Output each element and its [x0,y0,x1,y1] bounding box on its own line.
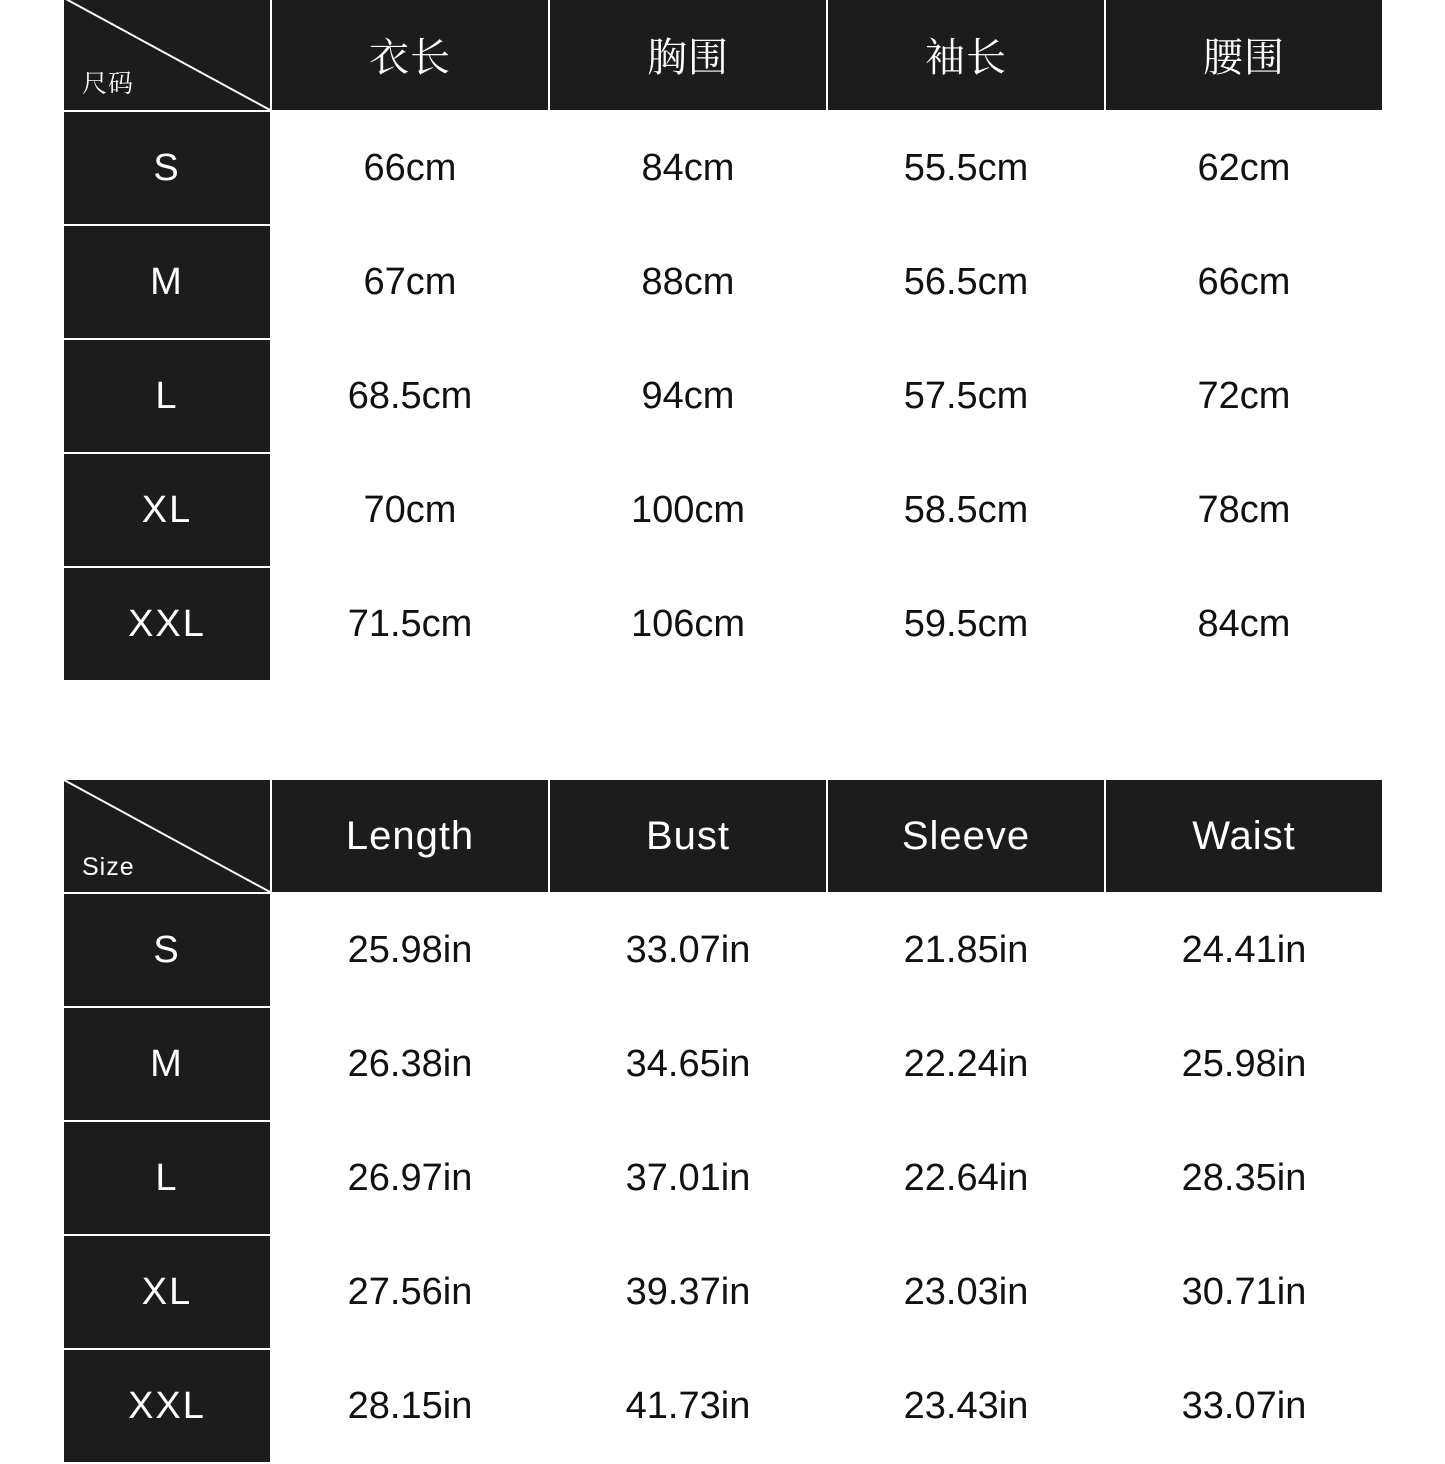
cell-waist: 84cm [1105,567,1383,681]
cell-length: 67cm [271,225,549,339]
cell-sleeve: 56.5cm [827,225,1105,339]
cell-bust: 88cm [549,225,827,339]
cell-sleeve: 57.5cm [827,339,1105,453]
cell-length: 66cm [271,111,549,225]
cell-bust: 94cm [549,339,827,453]
cell-waist: 72cm [1105,339,1383,453]
cell-bust: 39.37in [549,1235,827,1349]
table-row [63,1235,1383,1349]
cell-length: 26.97in [271,1121,549,1235]
table-row [63,1007,1383,1121]
table-header-row [63,0,1383,111]
table-row [63,339,1383,453]
cell-bust: 37.01in [549,1121,827,1235]
cell-sleeve: 22.24in [827,1007,1105,1121]
corner-cell-cm [63,0,271,111]
cell-waist: 62cm [1105,111,1383,225]
cell-waist: 78cm [1105,453,1383,567]
table-header-row [63,779,1383,893]
cell-sleeve: 55.5cm [827,111,1105,225]
column-header-bust-cn: 胸围 [549,0,827,111]
size-chart-in-table [62,778,1384,1464]
cell-sleeve: 58.5cm [827,453,1105,567]
cell-bust: 100cm [549,453,827,567]
corner-cell-en [63,779,271,893]
cell-length: 70cm [271,453,549,567]
table-row [63,111,1383,225]
table-row [63,453,1383,567]
table-row [63,567,1383,681]
cell-sleeve: 22.64in [827,1121,1105,1235]
size-label: XXL [63,567,271,681]
cell-waist: 66cm [1105,225,1383,339]
size-label: S [63,893,271,1007]
table-row [63,225,1383,339]
cell-bust: 106cm [549,567,827,681]
size-label: XL [63,1235,271,1349]
size-label: L [63,1121,271,1235]
column-header-length-cn: 衣长 [271,0,549,111]
column-header-sleeve-en: Sleeve [827,779,1105,893]
cell-waist: 24.41in [1105,893,1383,1007]
table-row [63,1121,1383,1235]
size-label: S [63,111,271,225]
size-label: L [63,339,271,453]
cell-length: 26.38in [271,1007,549,1121]
cell-waist: 28.35in [1105,1121,1383,1235]
cell-bust: 33.07in [549,893,827,1007]
cell-length: 71.5cm [271,567,549,681]
cell-sleeve: 59.5cm [827,567,1105,681]
column-header-waist-en: Waist [1105,779,1383,893]
corner-label-size-cn: 尺码 [82,70,135,98]
cell-length: 68.5cm [271,339,549,453]
cell-bust: 41.73in [549,1349,827,1463]
cell-length: 28.15in [271,1349,549,1463]
corner-label-size-en: Size [82,853,135,881]
size-label: M [63,225,271,339]
cell-waist: 30.71in [1105,1235,1383,1349]
size-label: XXL [63,1349,271,1463]
column-header-sleeve-cn: 袖长 [827,0,1105,111]
table-row [63,1349,1383,1463]
size-label: M [63,1007,271,1121]
cell-sleeve: 23.43in [827,1349,1105,1463]
cell-length: 27.56in [271,1235,549,1349]
table-row [63,893,1383,1007]
column-header-bust-en: Bust [549,779,827,893]
cell-waist: 33.07in [1105,1349,1383,1463]
cell-bust: 34.65in [549,1007,827,1121]
column-header-waist-cn: 腰围 [1105,0,1383,111]
cell-length: 25.98in [271,893,549,1007]
cell-sleeve: 23.03in [827,1235,1105,1349]
cell-sleeve: 21.85in [827,893,1105,1007]
cell-bust: 84cm [549,111,827,225]
cell-waist: 25.98in [1105,1007,1383,1121]
column-header-length-en: Length [271,779,549,893]
size-chart-cm-table [62,0,1384,682]
size-label: XL [63,453,271,567]
